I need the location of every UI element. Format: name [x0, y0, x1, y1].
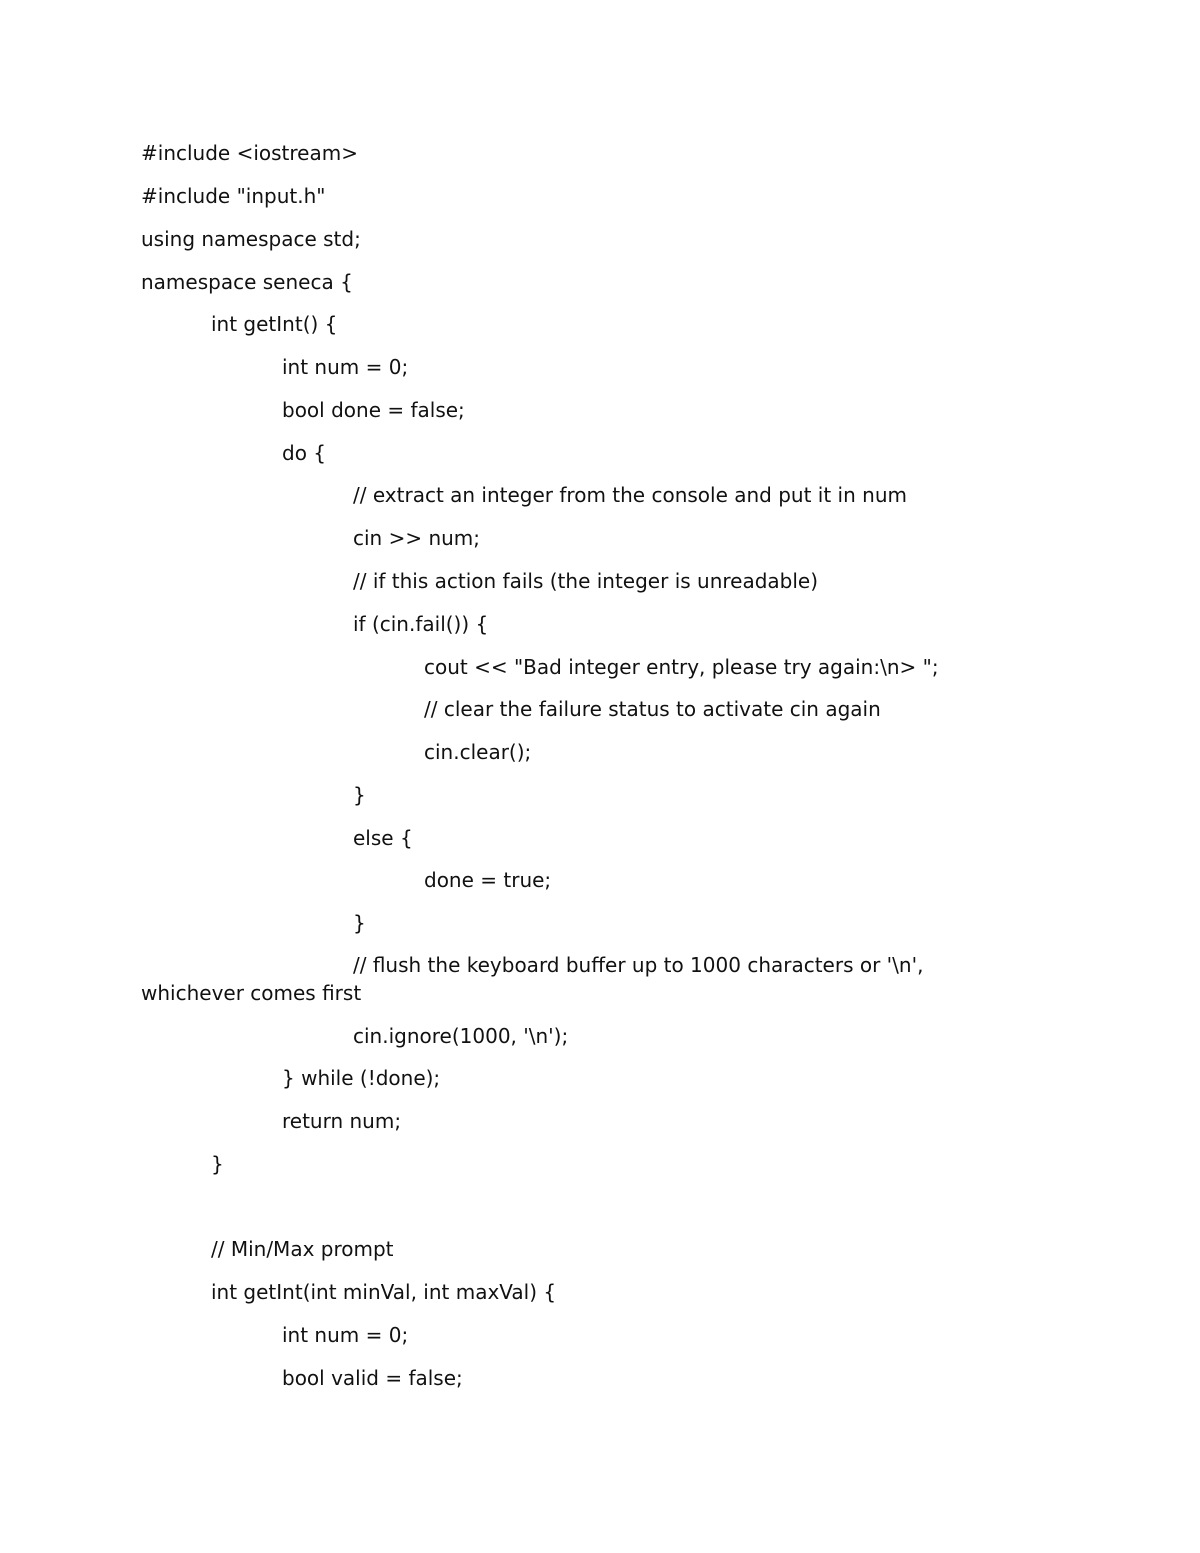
code-line: cout << "Bad integer entry, please try again:\n> "; — [424, 655, 939, 679]
code-comment-wrap: whichever comes first — [141, 981, 362, 1005]
code-line: done = true; — [424, 868, 552, 892]
code-comment: // if this action fails (the integer is unreadable) — [353, 569, 819, 593]
code-line: bool valid = false; — [282, 1366, 463, 1390]
code-line: #include <iostream> — [141, 141, 358, 165]
code-line: cin >> num; — [353, 526, 481, 550]
code-line: int num = 0; — [282, 355, 409, 379]
code-line: #include "input.h" — [141, 184, 326, 208]
code-line: if (cin.fail()) { — [353, 612, 489, 636]
code-line: else { — [353, 826, 413, 850]
code-comment: // flush the keyboard buffer up to 1000 characters or '\n', — [353, 953, 924, 977]
code-line: return num; — [282, 1109, 402, 1133]
code-line: int getInt() { — [211, 312, 338, 336]
code-comment: // clear the failure status to activate cin again — [424, 697, 881, 721]
code-comment: // Min/Max prompt — [211, 1237, 394, 1261]
code-line: int num = 0; — [282, 1323, 409, 1347]
code-comment: // extract an integer from the console and put it in num — [353, 483, 907, 507]
code-line: } while (!done); — [282, 1066, 441, 1090]
code-line: do { — [282, 441, 327, 465]
code-line: int getInt(int minVal, int maxVal) { — [211, 1280, 557, 1304]
code-line: bool done = false; — [282, 398, 465, 422]
code-line: } — [211, 1152, 224, 1176]
code-line: cin.ignore(1000, '\n'); — [353, 1024, 569, 1048]
code-line: using namespace std; — [141, 227, 361, 251]
code-line: } — [353, 783, 366, 807]
code-line: namespace seneca { — [141, 270, 353, 294]
code-line: } — [353, 911, 366, 935]
code-line: cin.clear(); — [424, 740, 532, 764]
